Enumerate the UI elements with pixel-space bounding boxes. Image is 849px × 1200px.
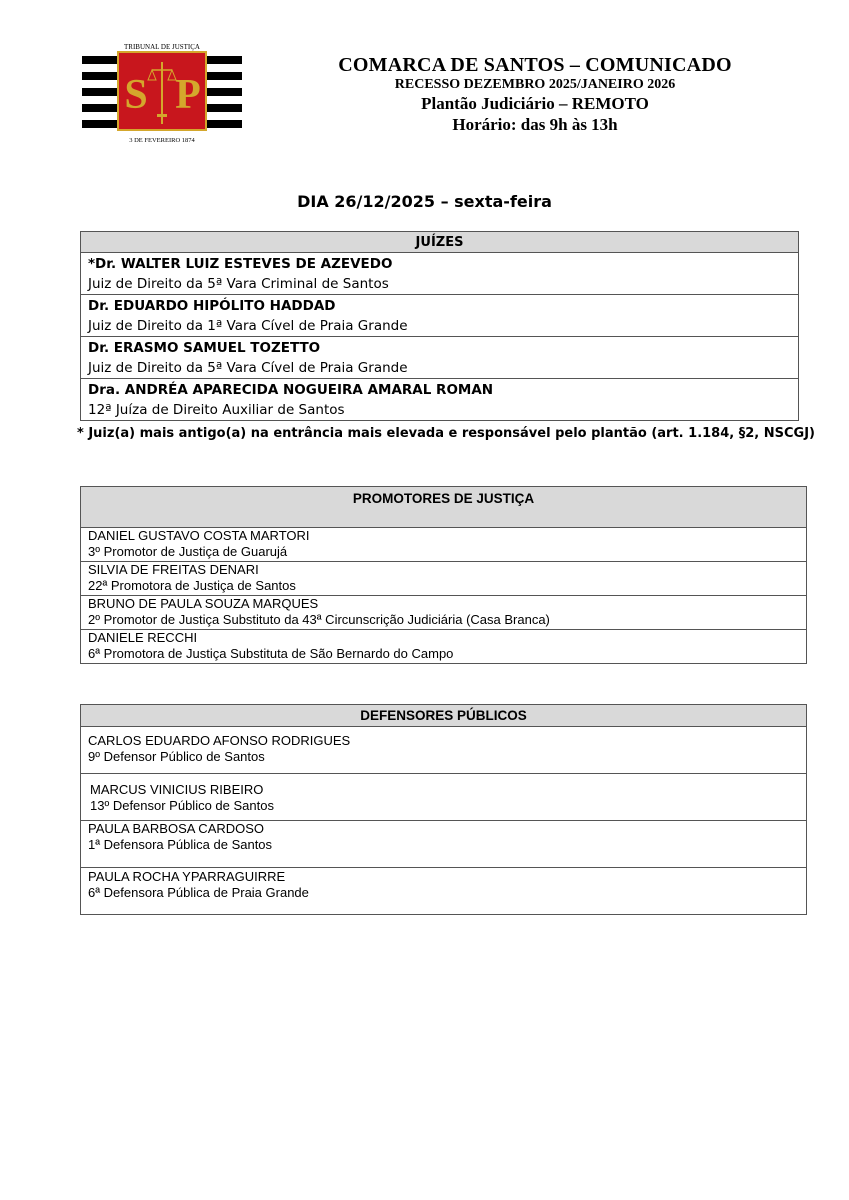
prosecutor-role: 22ª Promotora de Justiça de Santos	[88, 578, 296, 593]
judge-name: *Dr. WALTER LUIZ ESTEVES DE AZEVEDO	[88, 256, 393, 272]
defenders-heading: DEFENSORES PÚBLICOS	[81, 705, 807, 727]
seal-letter-s: S	[124, 72, 148, 118]
judge-role: 12ª Juíza de Direito Auxiliar de Santos	[88, 402, 345, 418]
prosecutors-table	[80, 486, 807, 664]
header-line-2: Horário: das 9h às 13h	[452, 115, 618, 134]
table-row	[81, 596, 807, 630]
judge-role: Juiz de Direito da 1ª Vara Cível de Praia Grande	[88, 318, 408, 334]
table-row	[81, 630, 807, 664]
table-row	[81, 821, 807, 868]
prosecutor-name: SILVIA DE FREITAS DENARI	[88, 562, 259, 577]
defender-role: 1ª Defensora Pública de Santos	[88, 837, 273, 852]
prosecutor-name: DANIELE RECCHI	[88, 630, 198, 645]
defender-name: PAULA BARBOSA CARDOSO	[88, 821, 265, 836]
prosecutors-heading: PROMOTORES DE JUSTIÇA	[81, 487, 807, 528]
table-row	[81, 528, 807, 562]
table-row	[81, 379, 799, 421]
prosecutor-name: DANIEL GUSTAVO COSTA MARTORI	[88, 528, 310, 543]
defender-name: CARLOS EDUARDO AFONSO RODRIGUES	[88, 733, 351, 748]
table-row	[81, 774, 807, 821]
seal-letter-p: P	[175, 72, 201, 118]
prosecutor-role: 3º Promotor de Justiça de Guarujá	[88, 544, 288, 559]
prosecutor-name: BRUNO DE PAULA SOUZA MARQUES	[88, 596, 319, 611]
judges-table	[80, 231, 799, 421]
defender-role: 6ª Defensora Pública de Praia Grande	[88, 885, 309, 900]
prosecutor-role: 2º Promotor de Justiça Substituto da 43ª Circunscrição Judiciária (Casa Branca)	[88, 612, 550, 627]
table-row	[81, 562, 807, 596]
defender-name: PAULA ROCHA YPARRAGUIRRE	[88, 869, 286, 884]
table-row	[81, 727, 807, 774]
judges-footnote: * Juiz(a) mais antigo(a) na entrância mais elevada e responsável pelo plantão (art. 1.184, §2, NSCGJ)	[77, 426, 815, 441]
defender-name: MARCUS VINICIUS RIBEIRO	[90, 782, 264, 797]
prosecutor-role: 6ª Promotora de Justiça Substituta de São Bernardo do Campo	[88, 646, 454, 661]
header-line-1: Plantão Judiciário – REMOTO	[421, 94, 649, 113]
defender-role: 9º Defensor Público de Santos	[88, 749, 265, 764]
seal-top-text: TRIBUNAL DE JUSTIÇA	[124, 43, 200, 51]
header-title: COMARCA DE SANTOS – COMUNICADO	[338, 54, 732, 76]
judges-heading: JUÍZES	[81, 232, 799, 253]
table-row	[81, 253, 799, 295]
judge-role: Juiz de Direito da 5ª Vara Criminal de Santos	[88, 276, 389, 292]
table-row	[81, 868, 807, 915]
judge-name: Dr. ERASMO SAMUEL TOZETTO	[88, 340, 321, 356]
table-row	[81, 295, 799, 337]
tribunal-seal-logo	[82, 40, 242, 144]
table-row	[81, 337, 799, 379]
day-title: DIA 26/12/2025 – sexta-feira	[297, 192, 552, 211]
judge-name: Dr. EDUARDO HIPÓLITO HADDAD	[88, 298, 336, 314]
seal-bottom-text: 3 DE FEVEREIRO 1874	[129, 137, 195, 144]
defenders-table	[80, 704, 807, 915]
judge-role: Juiz de Direito da 5ª Vara Cível de Praia Grande	[88, 360, 408, 376]
header	[268, 54, 802, 135]
defender-role: 13º Defensor Público de Santos	[90, 798, 274, 813]
judge-name: Dra. ANDRÉA APARECIDA NOGUEIRA AMARAL ROMAN	[88, 382, 494, 398]
header-subtitle: RECESSO DEZEMBRO 2025/JANEIRO 2026	[394, 77, 676, 92]
